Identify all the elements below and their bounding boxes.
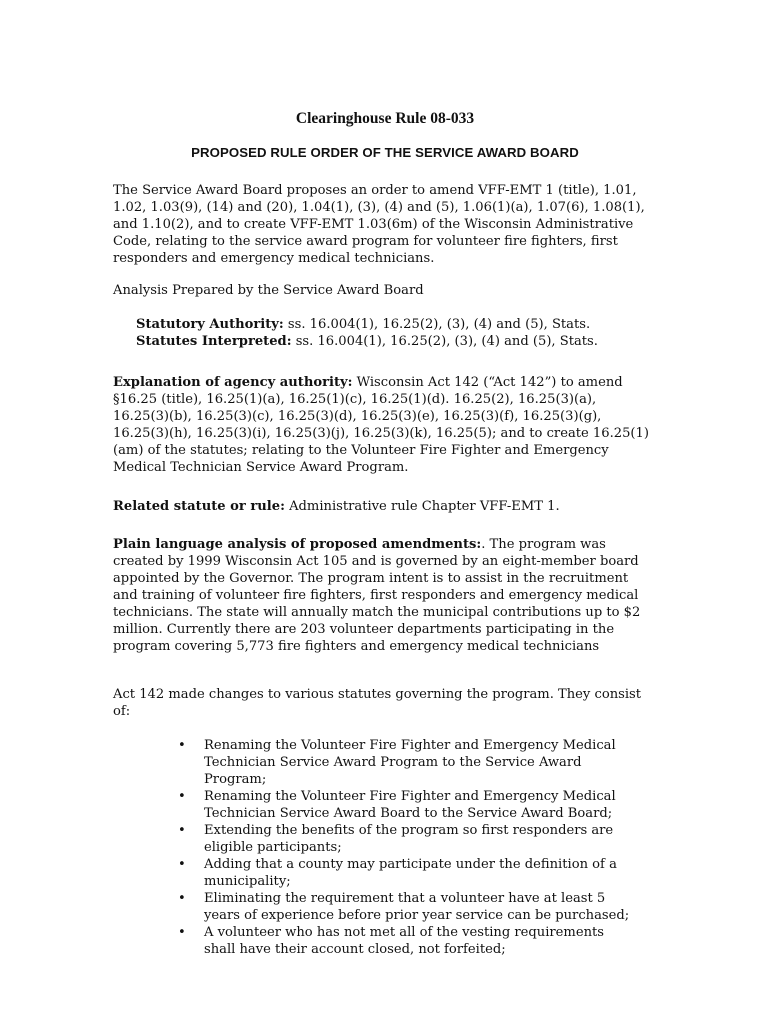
analysis-heading: Analysis Prepared by the Service Award Board (113, 283, 424, 298)
bullet-icon: • (178, 738, 186, 753)
act142-intro: Act 142 made changes to various statutes governing the program. They consist of: (113, 687, 642, 719)
related-statute-paragraph (113, 498, 653, 515)
rule-number-heading: Clearinghouse Rule 08-033 (295, 110, 475, 127)
bullet-icon: • (178, 789, 186, 804)
list-item-text: Renaming the Volunteer Fire Fighter and Emergency Medical Technician Service Award Board to the Service Award Board; (204, 789, 616, 821)
rule-order-title: PROPOSED RULE ORDER OF THE SERVICE AWARD BOARD (191, 145, 579, 160)
list-item-text: A volunteer who has not met all of the vesting requirements shall have their account closed, not forfeited; (204, 925, 604, 957)
list-item-text: Adding that a county may participate under the definition of a municipality; (204, 857, 617, 889)
statutes-interpreted-text: ss. 16.004(1), 16.25(2), (3), (4) and (5), Stats. (291, 334, 598, 349)
changes-list (175, 737, 635, 958)
statutes-interpreted (136, 333, 656, 350)
bullet-icon: • (178, 857, 186, 872)
plain-language-label: Plain language analysis of proposed amendments: (113, 537, 482, 552)
list-item-text: Renaming the Volunteer Fire Fighter and Emergency Medical Technician Service Award Program to the Service Award Program; (204, 738, 616, 787)
list-item (175, 890, 635, 924)
list-item-text: Extending the benefits of the program so first responders are eligible participants; (204, 823, 614, 855)
list-item (175, 924, 635, 958)
plain-language-text: . The program was created by 1999 Wisconsin Act 105 and is governed by an eight-member board appointed by the Governor. The program intent is to assist in the recruitment and training of volunteer fire fighters, first responders and emergency medical technicians. The state will annually match the municipal contributions up to $2 million. Currently there are 203 volunteer departments participating in the program covering 5,773 fire fighters and emergency medical technicians (113, 537, 641, 654)
list-item (175, 737, 635, 788)
statutory-authority-text: ss. 16.004(1), 16.25(2), (3), (4) and (5), Stats. (283, 317, 591, 332)
intro-paragraph: The Service Award Board proposes an order to amend VFF-EMT 1 (title), 1.01, 1.02, 1.03(9), (14) and (20), 1.04(1), (3), (4) and (5), 1.06(1)(a), 1.07(6), 1.08(1), and 1.10(2), and to create VFF-EMT 1.03(6m) of the Wisconsin Administrative Code, relating to the service award program for volunteer fire fighters, first responders and emergency medical technicians. (113, 183, 645, 266)
explanation-paragraph (113, 374, 653, 476)
plain-language-paragraph (113, 536, 653, 655)
bullet-icon: • (178, 823, 186, 838)
bullet-icon: • (178, 891, 186, 906)
list-item (175, 788, 635, 822)
list-item-text: Eliminating the requirement that a volunteer have at least 5 years of experience before prior year service can be purchased; (204, 891, 630, 923)
bullet-icon: • (178, 925, 186, 940)
related-statute-label: Related statute or rule: (113, 499, 285, 514)
related-statute-text: Administrative rule Chapter VFF-EMT 1. (284, 499, 560, 514)
explanation-label: Explanation of agency authority: (113, 375, 353, 390)
list-item (175, 822, 635, 856)
explanation-text: Wisconsin Act 142 (“Act 142”) to amend §16.25 (title), 16.25(1)(a), 16.25(1)(c), 16.25(1)(d). 16.25(2), 16.25(3)(a), 16.25(3)(b), 16.25(3)(c), 16.25(3)(d), 16.25(3)(e), 16.25(3)(f), 16.25(3)(g), 16.25(3)(h), 16.25(3)(i), 16.25(3)(j), 16.25(3)(k), 16.25(5); and to create 16.25(1)(am) of the statutes; relating to the Volunteer Fire Fighter and Emergency Medical Technician Service Award Program. (113, 375, 649, 475)
statutory-authority-label: Statutory Authority: (136, 317, 284, 332)
statutes-interpreted-label: Statutes Interpreted: (136, 334, 292, 349)
list-item (175, 856, 635, 890)
statutory-authority (136, 316, 656, 333)
